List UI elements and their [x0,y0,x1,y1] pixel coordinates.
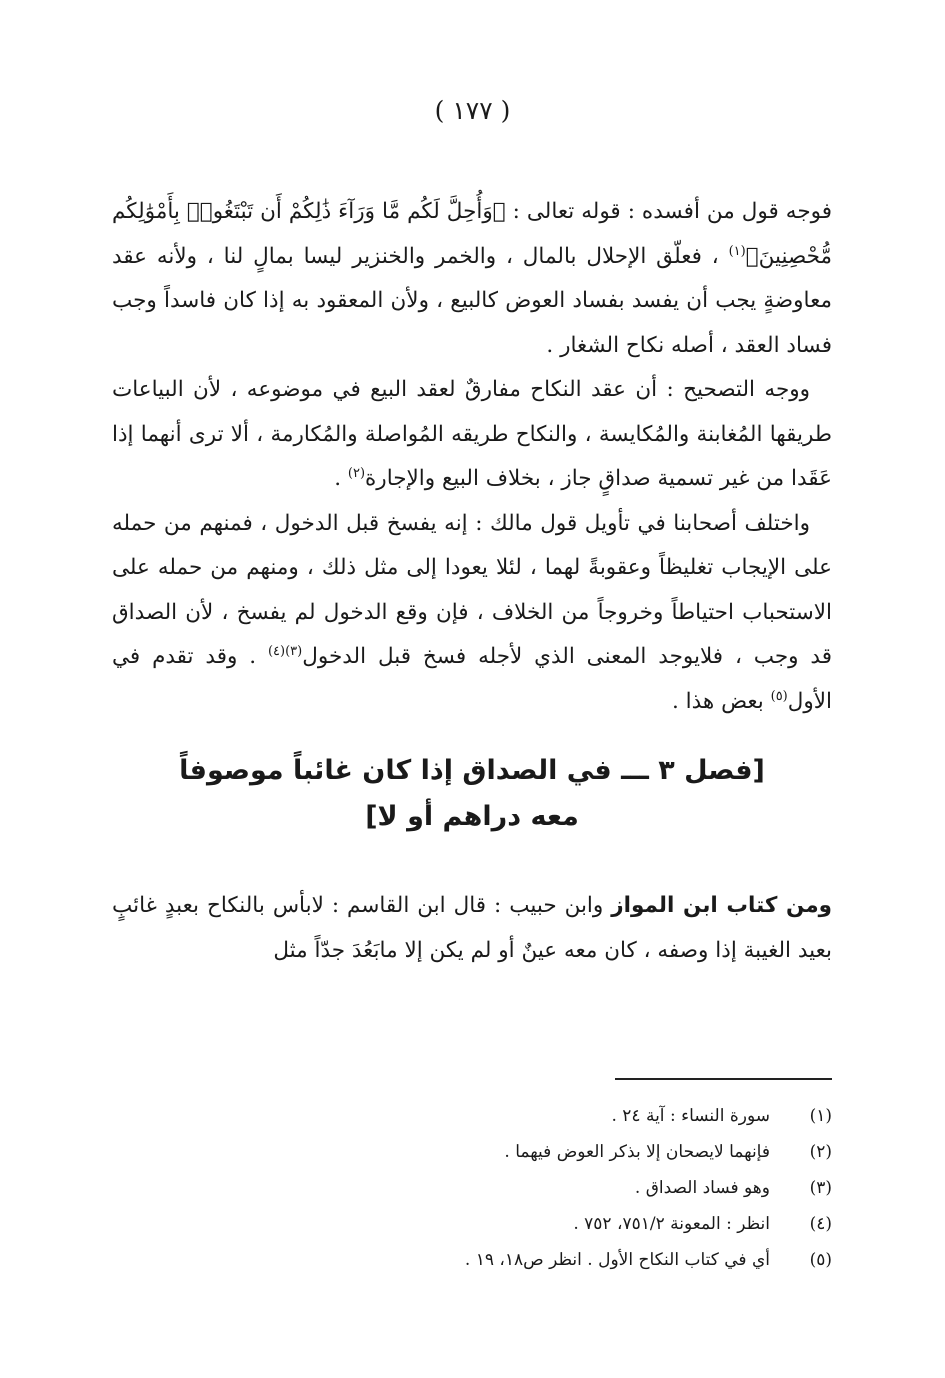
paragraph-1-intro: فوجه قول من أفسده : قوله تعالى : [505,199,832,224]
footnote-ref-5: (٥) [770,688,788,704]
section-heading-line-2: معه دراهم أو لا] [365,801,579,832]
paragraph-1-text: ، فعلّق الإحلال بالمال ، والخمر والخنزير ليسا بمالٍ لنا ، ولأنه عقد معاوضةٍ يجب أن يفسد بفساد العوض كالبيع ، ولأن المعقود به إذا كان فاسداً وجب فساد العقد ، أصله نكاح الشغار . [112,243,832,358]
footnote-text: انظر : المعونة ٧٥١/٢، ٧٥٢ . [573,1214,770,1234]
footnote-ref-2: (٢) [347,465,366,481]
footnote-ref-1: (١) [728,243,746,259]
footnote-number: (٥) [809,1250,832,1270]
footnote-2 [112,1134,832,1170]
section-heading [112,748,832,840]
paragraph-2 [112,368,832,502]
section-heading-line-1: [فصل ٣ ـــ في الصداق إذا كان غائباً موصوفاً [179,755,765,786]
paragraph-3-text: واختلف أصحابنا في تأويل قول مالك : إنه يفسخ قبل الدخول ، فمنهم من حمله على الإيجاب تغليظاً وعقوبةً لهما ، لئلا يعودا إلى مثل ذلك ، ومنهم من حمله على الاستحباب احتياطاً وخروجاً من الخلاف ، فإن وقع الدخول لم يفسخ ، لأن الصداق قد وجب ، فلايوجد المعنى الذي لأجله فسخ قبل الدخول [112,510,832,669]
footnote-1 [112,1098,832,1134]
footnote-number: (٣) [809,1178,832,1198]
footnote-number: (٢) [809,1142,832,1162]
section-body [112,884,832,973]
paragraph-2-end: . [334,466,348,491]
section-lead: ومن كتاب ابن المواز [611,893,833,918]
footnote-number: (٤) [809,1214,832,1234]
paragraph-3 [112,502,832,725]
main-text [112,190,832,724]
footnote-4 [112,1206,832,1242]
footnote-text: أي في كتاب النكاح الأول . انظر ص١٨، ١٩ . [464,1250,770,1270]
paragraph-2-text: ووجه التصحيح : أن عقد النكاح مفارقٌ لعقد البيع في موضوعه ، لأن البياعات طريقها المُغابنة والمُكايسة ، والنكاح طريقه المُواصلة والمُكارمة ، ألا ترى أنهما إذا عَقَدا من غير تسمية صداقٍ جاز ، بخلاف البيع والإجارة [112,377,832,491]
section-paragraph [112,884,832,973]
footnote-5 [112,1242,832,1278]
paragraph-3-mid: . وقد تقدم في الأول [112,644,832,714]
footnote-ref-4: (٤) [267,643,286,659]
section-text: وابن حبيب : قال ابن القاسم : لابأس بالنكاح بعبدٍ غائبٍ بعيد الغيبة إذا وصفه ، كان معه عينٌ أو لم يكن إلا مابَعُدَ جدّاً مثل [112,893,832,963]
footnote-ref-3: (٣) [285,643,303,659]
paragraph-1 [112,190,832,368]
footnotes [112,1098,832,1278]
paragraph-3-end: بعض هذا . [671,688,771,714]
page-number: ( ١٧٧ ) [434,96,511,125]
footnote-number: (١) [809,1106,832,1126]
footnote-3 [112,1170,832,1206]
footnote-text: وهو فساد الصداق . [634,1178,770,1198]
footnote-text: فإنهما لايصحان إلا بذكر العوض فيهما . [504,1142,770,1162]
footnote-separator [615,1078,832,1080]
footnote-text: سورة النساء : آية ٢٤ . [611,1106,770,1126]
quran-verse: ﴿وَأُحِلَّ لَكُم مَّا وَرَآءَ ذَٰلِكُمْ أَن تَبْتَغُوا۟ بِأَمْوَٰلِكُم مُّحْصِنِينَ﴾ [112,199,832,269]
